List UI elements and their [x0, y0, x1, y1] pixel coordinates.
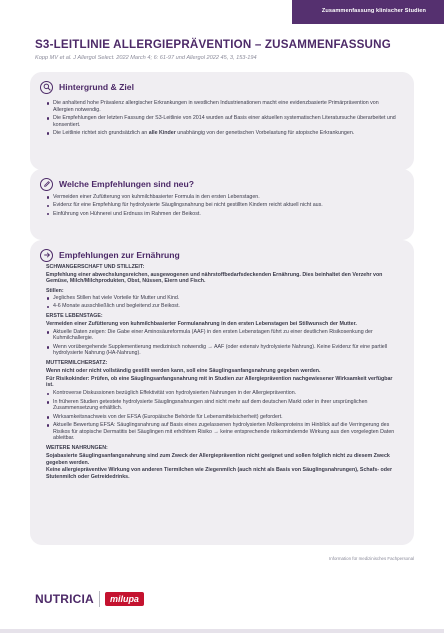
nutrition-card: [30, 240, 414, 545]
background-card-title: Hintergrund & Ziel: [59, 82, 134, 92]
new-recommendations-title: Welche Empfehlungen sind neu?: [59, 179, 194, 189]
page-title: S3-LEITLINIE ALLERGIEPRÄVENTION – ZUSAMMENFASSUNG: [35, 38, 391, 51]
pregnancy-text: Empfehlung einer abwechslungsreichen, ausgewogenen und nährstoffbedarfsdeckenden Ernährung. Dies beinhaltet den Verzehr von Gemüse, Milch/Milchprodukten, Obst, Nüssen, Eiern und Fisch.: [46, 271, 383, 285]
bottom-strip: [0, 629, 444, 633]
new-recommendations-card: [30, 169, 414, 240]
substitute-heading: MUTTERMILCHERSATZ:: [46, 360, 108, 367]
further-text-1: Sojabasierte Säuglingsanfangsnahrung sind zum Zweck der Allergieprävention nicht geeignet und sollen folglich nicht zu diesem Zweck gegeben werden.: [46, 452, 390, 466]
list-item: Vermeiden einer Zufütterung von kuhmilchbasierter Formula in den ersten Lebenstagen.: [46, 194, 400, 201]
header-band-white: [0, 0, 292, 24]
pregnancy-heading: SCHWANGERSCHAFT UND STILLZEIT:: [46, 264, 145, 270]
nutrition-card-title: Empfehlungen zur Ernährung: [59, 250, 180, 260]
header-band: [0, 0, 444, 24]
substitute-text-1: Wenn nicht oder nicht vollständig gestillt werden kann, soll eine Säuglingsanfangsnahrung gegeben werden.: [46, 367, 321, 374]
logo-divider: [99, 591, 100, 607]
list-item: Die Empfehlungen der letzten Fassung der S3-Leitlinie von 2014 wurden auf Basis einer aktuellen systematischen Literatursuche überarbeitet und konsentiert.: [46, 115, 400, 128]
arrow-right-icon: [40, 249, 53, 262]
new-recommendations-body: [46, 194, 400, 219]
header-tag: Zusammenfassung klinischer Studien: [321, 8, 426, 14]
list-item: Aktuelle Bewertung EFSA: Säuglingsnahrung auf Basis eines zugelassenen hydrolysierten Molkenproteins im Hinblick auf die Verringerung des Risikos für atopische Dermatitis bei Säuglingen mit erhöhtem Risiko → keine entsprechende risikomindernde Wirkung aus den vorgelegten Daten ableitbar.: [46, 422, 400, 442]
background-card: [30, 72, 414, 170]
search-icon: [40, 81, 53, 94]
list-item: Einführung von Hühnerei und Erdnuss im Rahmen der Beikost.: [46, 211, 400, 218]
pencil-icon: [40, 178, 53, 191]
brand-logo: [35, 588, 144, 610]
header-band-purple: [292, 0, 444, 24]
further-text-2: Keine allergiepräventive Wirkung von anderen Tiermilchen wie Ziegenmilch (auch nicht als Basis von Säuglingsnahrungen), Schafs- oder Stutenmilch oder Getreidedrinks.: [46, 467, 393, 480]
new-recommendations-header: [40, 177, 194, 191]
list-item: Kontroverse Diskussionen bezüglich Effektivität von hydrolysierten Nahrungen in der Allergieprävention.: [46, 390, 400, 397]
list-item: Aktuelle Daten zeigen: Die Gabe einer Aminosäureformula (AAF) in den ersten Lebenstagen führt zu einer deutlichen Risikosenkung der Kuhmilchallergie.: [46, 329, 400, 342]
further-heading: WEITERE NAHRUNGEN:: [46, 445, 108, 452]
citation: Kopp MV et al. J Allergol Select. 2022 March 4; 6: 61-97 und Allergol 2022 45, 3, 153-194: [35, 55, 257, 61]
milupa-logo: milupa: [105, 592, 144, 606]
list-item: Wenn vorübergehende Supplementierung medizinisch notwendig → AAF (oder extensiv hydrolysierte Nahrung). Keine Evidenz für eine partiell hydrolysierte Nahrung (HA-Nahrung).: [46, 344, 400, 357]
list-item: 4-6 Monate ausschließlich und begleitend zur Beikost.: [46, 303, 400, 310]
first-days-text: Vermeiden einer Zufütterung von kuhmilchbasierter Formulanahrung in den ersten Lebenstagen bei Stillwunsch der Mutter.: [46, 320, 357, 327]
first-days-heading: ERSTE LEBENSTAGE:: [46, 312, 103, 319]
nutrition-card-body: [46, 264, 400, 481]
nutricia-logo: NUTRICIA: [35, 592, 94, 606]
background-card-header: [40, 80, 134, 94]
list-item: In früheren Studien getestete hydrolysierte Säuglingsnahrungen sind nicht mehr auf dem deutschen Markt oder in ihrer ursprünglichen Zusammensetzung erhältlich.: [46, 399, 400, 412]
list-item: Jegliches Stillen hat viele Vorteile für Mutter und Kind.: [46, 295, 400, 302]
list-item: Die anhaltend hohe Prävalenz allergischer Erkrankungen in westlichen Industrienationen macht eine evidenzbasierte Primärprävention von Allergien notwendig.: [46, 100, 400, 113]
background-card-body: [46, 100, 400, 138]
substitute-text-2: Für Risikokinder: Prüfen, ob eine Säuglingsanfangsnahrung mit in Studien zur Allergieprävention nachgewiesener Wirksamkeit verfügbar ist.: [46, 375, 393, 389]
nutrition-card-header: [40, 248, 180, 262]
footnote: Information für medizinisches Fachpersonal: [329, 556, 414, 561]
list-item: Wirksamkeitsnachweis von der EFSA (Europäische Behörde für Lebensmittelsicherheit) gefordert.: [46, 414, 400, 421]
list-item: Die Leitlinie richtet sich grundsätzlich an alle Kinder unabhängig von der genetischen Vorbelastung für atopische Erkrankungen.: [46, 130, 400, 137]
stillen-heading: Stillen:: [46, 288, 64, 295]
list-item: Evidenz für eine Empfehlung für hydrolysierte Säuglingsnahrung bei nicht gestillten Kindern reicht aktuell nicht aus.: [46, 202, 400, 209]
